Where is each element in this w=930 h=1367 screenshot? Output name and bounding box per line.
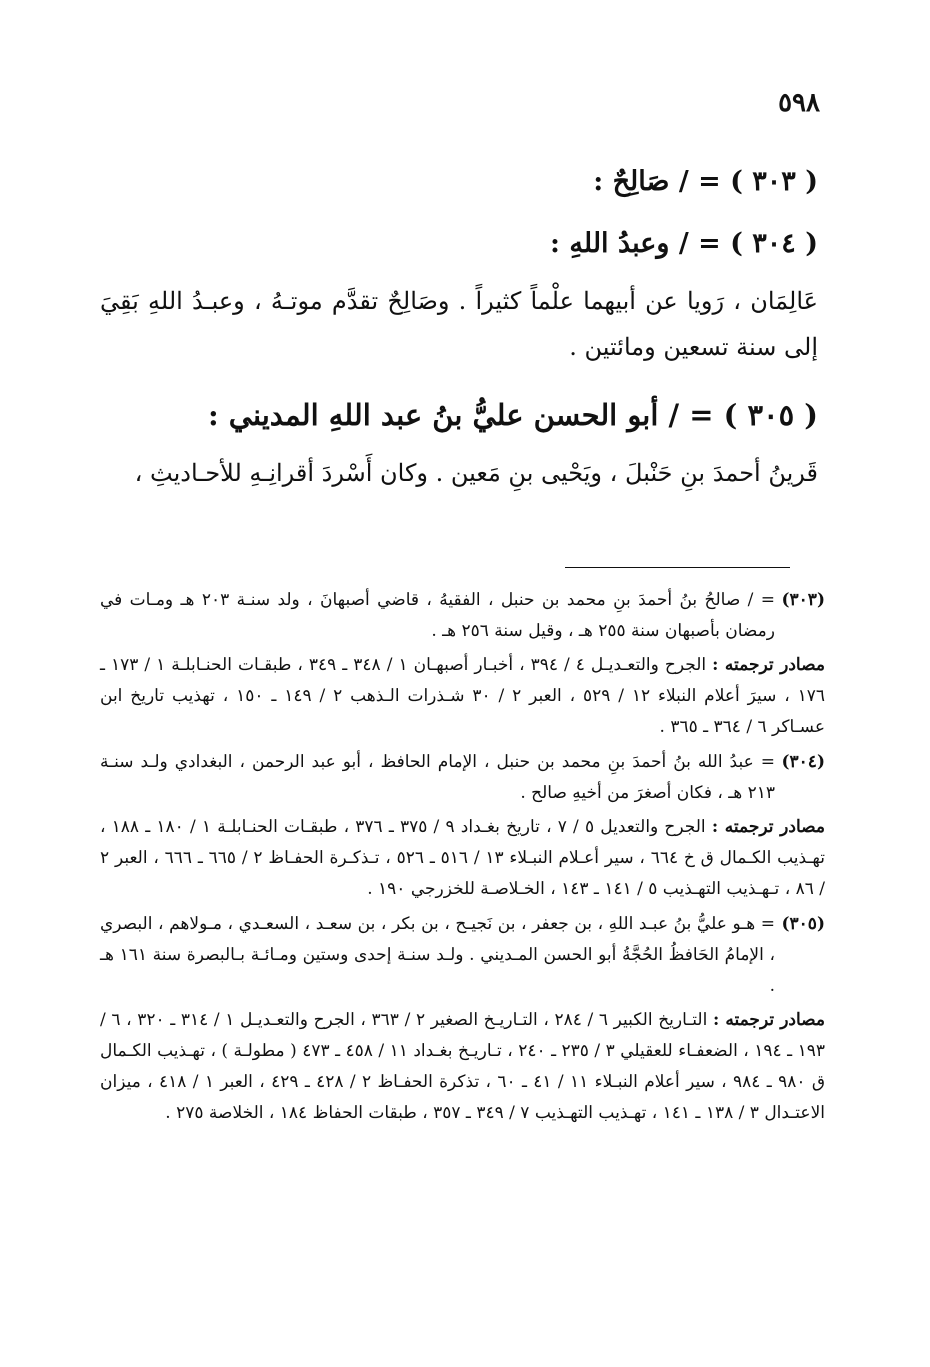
entry-body-305: قَرينُ أحمدَ بنِ حَنْبلَ ، ويَحْيى بنِ مَعين . وكان أَسْردَ أقرانِـهِ للأحـاديثِ ، <box>134 459 818 487</box>
entry-heading-305: ( ٣٠٥ ) = / أبو الحسن عليُّ بنُ عبد اللهِ المديني : <box>207 398 818 432</box>
footnote-number: (٣٠٥) <box>781 914 825 934</box>
footnotes <box>100 585 825 1133</box>
sources-text: الجرح والتعديل ٥ / ٧ ، تاريخ بغـداد ٩ / ٣٧٥ ـ ٣٧٦ ، طبقـات الحنـابلـة ١ / ١٨٠ ـ ١٨٨ ، تهـذيب الكـمال ق خ ٦٦٤ ، سير أعـلام النبـلاء ١٣ / ٥١٦ ـ ٥٢٦ ، تـذكـرة الحفـاظ ٢ / ٦٦٥ ـ ٦٦٦ ، العبر ٢ / ٨٦ ، تـهـذيب التهـذيب ٥ / ١٤١ ـ ١٤٣ ، الخـلاصـة للخزرجي ١٩٠ . <box>100 817 825 899</box>
footnote-304 <box>100 747 825 905</box>
sources-text: الجرح والتعـديـل ٤ / ٣٩٤ ، أخبـار أصبهـان ١ / ٣٤٨ ـ ٣٤٩ ، طبقـات الحنـابلـة ١ / ١٧٣ ـ ١٧٦ ، سيرَ أعلام النبلاء ١٢ / ٥٢٩ ، العبر ٢ / ٣٠ شـذرات الـذهب ٢ / ١٤٩ ـ ١٥٠ ، تهذيب تاريخ ابن عسـاكر ٦ / ٣٦٤ ـ ٣٦٥ . <box>100 655 825 737</box>
footnote-sources <box>100 812 825 905</box>
sources-label: مصادر ترجمته : <box>711 817 825 837</box>
footnote-305 <box>100 909 825 1129</box>
entry-heading-303: ( ٣٠٣ ) = / صَالِحٌ : <box>593 166 818 197</box>
footnote-number: (٣٠٣) <box>781 590 825 610</box>
footnote-text: = / صالحُ بنُ أحمدَ بنِ محمد بن حنبل ، الفقيهُ ، قاضي أصبهانَ ، ولد سنـة ٢٠٣ هـ ومـات في رمضان بأصبهان سنة ٢٥٥ هـ ، وقيل سنة ٢٥٦ هـ . <box>100 590 775 641</box>
footnote-sources <box>100 650 825 743</box>
sources-label: مصادر ترجمته : <box>712 655 825 675</box>
footnote-text: = هـو عليُّ بنُ عبـد اللهِ ، بن جعفر ، بن نَجيـح ، بن بكر ، بن سعـد ، السعـدي ، مـولاهم ، البصري ، الإمامُ الحَافظُ الحُجَّةُ أبو الحسن المـديني . ولـد سنـة إحدى وستين ومـائـة بـالبصرة سنة ١٦١ هـ . <box>100 914 775 996</box>
entry-heading-304: ( ٣٠٤ ) = / وعبدُ اللهِ : <box>550 228 818 259</box>
footnote-number: (٣٠٤) <box>781 752 825 772</box>
sources-text: التـاريخ الكبير ٦ / ٢٨٤ ، التـاريـخ الصغير ٢ / ٣٦٣ ، الجرح والتعـديـل ١ / ٣١٤ ـ ٣٢٠ ، ٦ / ١٩٣ ـ ١٩٤ ، الضعفـاء للعقيلي ٣ / ٢٣٥ ـ ٢٤٠ ، تـاريـخ بغـداد ١١ / ٤٥٨ ـ ٤٧٣ ( مطولـة ) ، تهـذيب الكـمال ق ٩٨٠ ـ ٩٨٤ ، سير أعلام النبـلاء ١١ / ٤١ ـ ٦٠ ، تذكرة الحفـاظ ٢ / ٤٢٨ ـ ٤٢٩ ، العبر ١ / ٤١٨ ، ميزان الاعتـدال ٣ / ١٣٨ ـ ١٤١ ، تهـذيب التهـذيب ٧ / ٣٤٩ ـ ٣٥٧ ، طبقات الحفاظ ١٨٤ ، الخلاصة ٢٧٥ . <box>100 1010 826 1123</box>
entry-body-303-304: عَالِمَان ، رَويا عن أبيهما علْماً كثيراً . وصَالِحٌ تقدَّم موتـهُ ، وعبـدُ اللهِ بَقِيَ إلى سنة تسعين ومائتين . <box>100 287 818 361</box>
footnote-text: = عبدُ الله بنُ أحمدَ بنِ محمد بن حنبل ، الإمام الحافظ ، أبو عبد الرحمن ، البغدادي ولـد سنـة ٢١٣ هـ ، فكان أصغرَ من أخيهِ صالح . <box>100 752 775 803</box>
footnote-303 <box>100 585 825 743</box>
sources-label: مصادر ترجمته : <box>712 1010 826 1030</box>
footnote-separator <box>565 567 790 568</box>
page-number: ٥٩٨ <box>778 88 820 118</box>
footnote-sources <box>100 1005 825 1129</box>
